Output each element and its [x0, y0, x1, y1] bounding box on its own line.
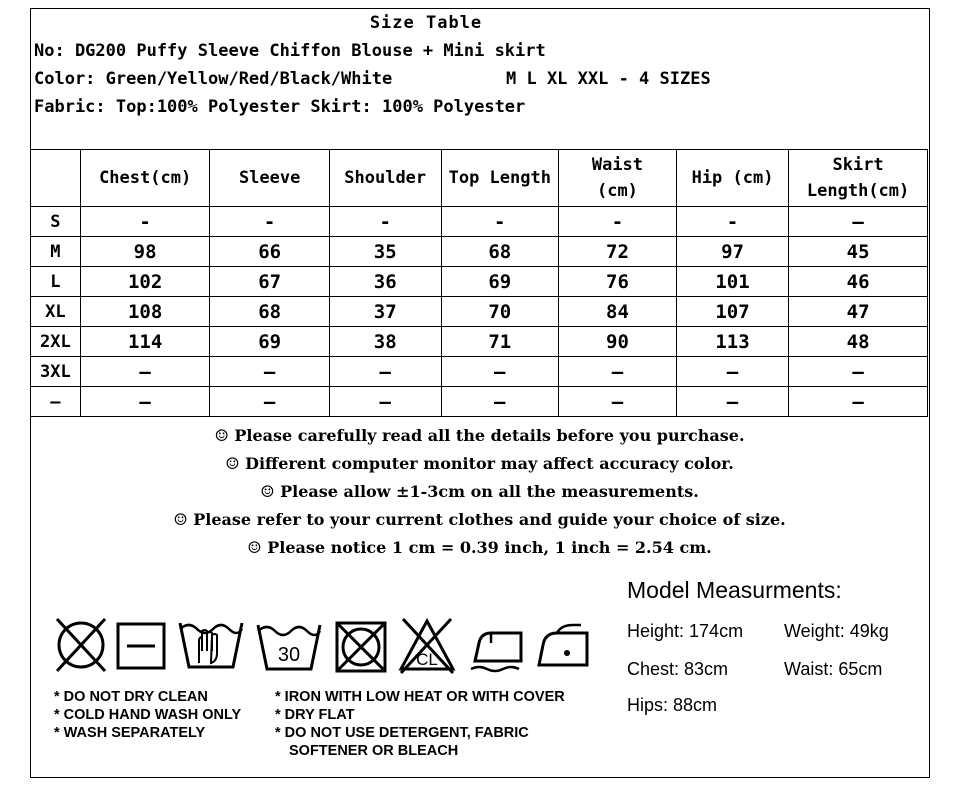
note-line: ☺ Please notice 1 cm = 0.39 inch, 1 inch = 2.54 cm.	[247, 538, 712, 557]
table-cell: 68	[441, 237, 558, 267]
care-line: * DO NOT USE DETERGENT, FABRIC	[275, 725, 529, 741]
table-row	[31, 207, 928, 237]
table-row	[31, 297, 928, 327]
iron-low-heat-icon	[533, 621, 593, 671]
do-not-bleach-icon	[397, 615, 457, 675]
table-header-cell: Waist (cm)	[559, 150, 677, 207]
wash-temp-label: 30	[277, 644, 301, 666]
model-hips: Hips: 88cm	[627, 695, 718, 715]
table-cell: —	[559, 357, 677, 387]
table-row	[31, 387, 928, 417]
care-instructions-left	[54, 688, 241, 742]
table-cell: —	[676, 387, 788, 417]
product-name: No: DG200 Puffy Sleeve Chiffon Blouse + Mini skirt	[34, 41, 546, 61]
table-cell: —	[789, 357, 928, 387]
table-cell: 102	[80, 267, 210, 297]
do-not-dry-clean-icon	[53, 615, 109, 675]
table-cell: 68	[210, 297, 329, 327]
size-label: M	[31, 237, 81, 267]
size-label: 2XL	[31, 327, 81, 357]
do-not-tumble-dry-icon	[333, 619, 389, 675]
table-cell: —	[441, 387, 558, 417]
table-header-cell: Shoulder	[329, 150, 441, 207]
model-height: Height: 174cm	[627, 621, 744, 641]
table-cell: 113	[676, 327, 788, 357]
table-row	[31, 237, 928, 267]
model-weight: Weight: 49kg	[784, 621, 889, 641]
size-label: XL	[31, 297, 81, 327]
note-line: ☺ Please allow ±1-3cm on all the measurements.	[260, 482, 699, 501]
table-cell: 46	[789, 267, 928, 297]
table-cell: 36	[329, 267, 441, 297]
available-sizes: M L XL XXL - 4 SIZES	[506, 69, 711, 89]
table-cell: 107	[676, 297, 788, 327]
table-header-cell: Skirt Length(cm)	[789, 150, 928, 207]
care-line: * DRY FLAT	[275, 707, 355, 723]
care-instructions-right	[275, 688, 565, 760]
table-cell: 84	[559, 297, 677, 327]
table-cell: —	[789, 387, 928, 417]
note-line: ☺ Different computer monitor may affect accuracy color.	[225, 454, 734, 473]
table-row	[31, 267, 928, 297]
table-header-cell: Hip (cm)	[676, 150, 788, 207]
table-cell: —	[210, 387, 329, 417]
table-cell: —	[329, 387, 441, 417]
table-cell: —	[80, 387, 210, 417]
note-line: ☺ Please carefully read all the details before you purchase.	[214, 426, 745, 445]
table-cell: 101	[676, 267, 788, 297]
table-cell: 67	[210, 267, 329, 297]
table-cell: —	[676, 357, 788, 387]
product-fabric: Fabric: Top:100% Polyester Skirt: 100% Polyester	[34, 97, 526, 117]
size-label: L	[31, 267, 81, 297]
table-cell: —	[789, 207, 928, 237]
table-cell: 114	[80, 327, 210, 357]
table-cell: 48	[789, 327, 928, 357]
table-header-cell: Sleeve	[210, 150, 329, 207]
table-cell: 69	[210, 327, 329, 357]
hand-wash-icon	[177, 617, 245, 673]
table-cell: -	[441, 207, 558, 237]
table-cell: —	[559, 387, 677, 417]
table-row	[31, 327, 928, 357]
care-line: * DO NOT DRY CLEAN	[54, 689, 208, 705]
iron-steam-icon	[467, 623, 527, 673]
product-header	[31, 9, 928, 149]
table-cell: 66	[210, 237, 329, 267]
model-waist: Waist: 65cm	[784, 659, 883, 679]
table-cell: 76	[559, 267, 677, 297]
table-cell: -	[329, 207, 441, 237]
table-cell: 47	[789, 297, 928, 327]
table-cell: —	[210, 357, 329, 387]
table-cell: -	[559, 207, 677, 237]
model-measurements-title: Model Measurments:	[627, 577, 842, 603]
product-colors: Color: Green/Yellow/Red/Black/White	[34, 69, 393, 89]
size-label: —	[31, 387, 81, 417]
table-row	[31, 357, 928, 387]
care-line: * IRON WITH LOW HEAT OR WITH COVER	[275, 689, 565, 705]
model-chest: Chest: 83cm	[627, 659, 729, 679]
table-cell: 90	[559, 327, 677, 357]
table-cell: -	[80, 207, 210, 237]
chart-title: Size Table	[369, 13, 483, 33]
table-cell: 97	[676, 237, 788, 267]
table-header-row	[31, 150, 928, 207]
table-cell: -	[676, 207, 788, 237]
size-label: 3XL	[31, 357, 81, 387]
size-label: S	[31, 207, 81, 237]
table-cell: 45	[789, 237, 928, 267]
table-header-cell	[31, 150, 81, 207]
table-header-cell: Chest(cm)	[80, 150, 210, 207]
note-line: ☺ Please refer to your current clothes and guide your choice of size.	[173, 510, 786, 529]
table-cell: 37	[329, 297, 441, 327]
purchase-notes	[31, 422, 928, 562]
care-line: * WASH SEPARATELY	[54, 725, 206, 741]
table-cell: 98	[80, 237, 210, 267]
care-line: SOFTENER OR BLEACH	[289, 743, 459, 759]
table-cell: -	[210, 207, 329, 237]
wash-30-icon	[255, 621, 323, 673]
table-cell: 108	[80, 297, 210, 327]
table-cell: 72	[559, 237, 677, 267]
size-chart-frame	[30, 8, 930, 778]
table-cell: —	[80, 357, 210, 387]
table-cell: 70	[441, 297, 558, 327]
table-header-cell: Top Length	[441, 150, 558, 207]
table-cell: 71	[441, 327, 558, 357]
table-cell: —	[329, 357, 441, 387]
table-cell: 38	[329, 327, 441, 357]
table-cell: 69	[441, 267, 558, 297]
care-line: * COLD HAND WASH ONLY	[54, 707, 242, 723]
size-table	[30, 149, 928, 417]
dry-flat-icon	[115, 621, 167, 671]
bleach-label: CL	[416, 650, 438, 669]
table-cell: 35	[329, 237, 441, 267]
table-cell: —	[441, 357, 558, 387]
